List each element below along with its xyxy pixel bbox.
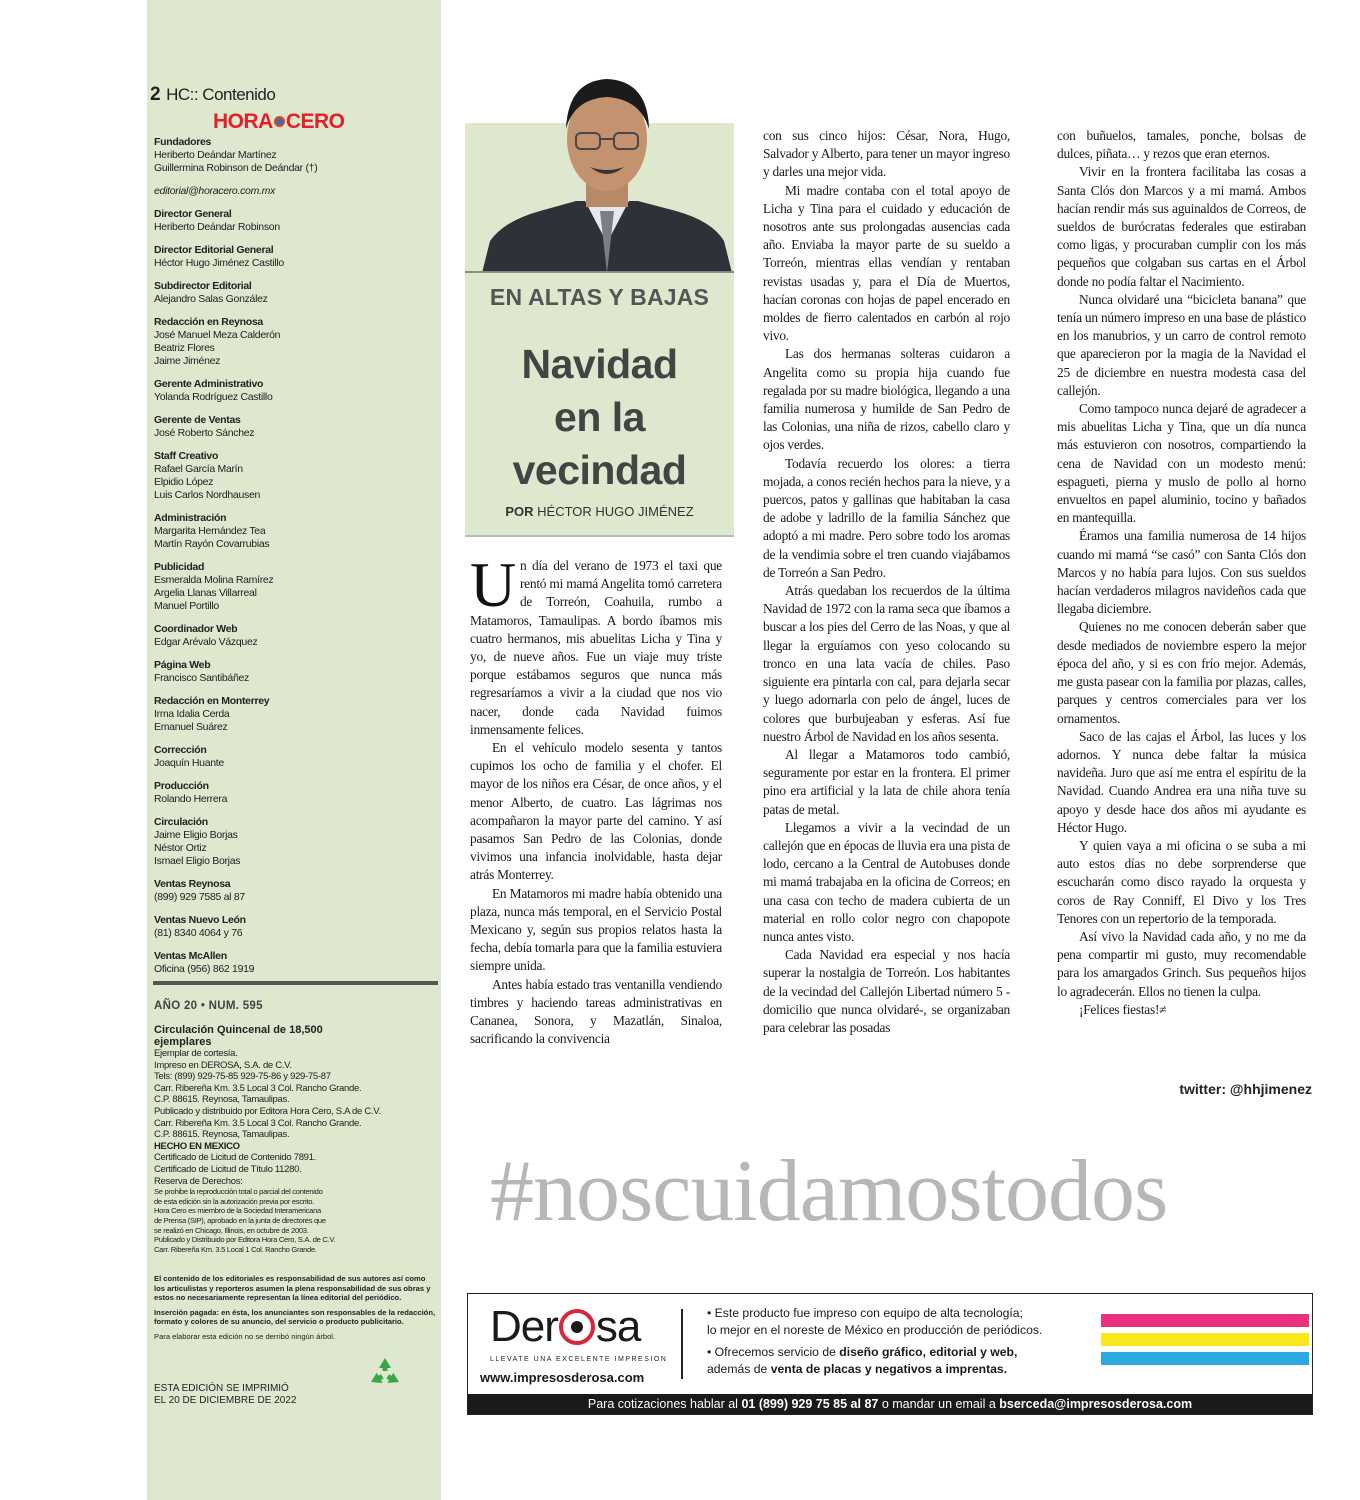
paragraph-text: Mi madre contaba con el total apoyo de Licha y Tina para el cuidado y educación de nosotros ante sus prolongadas ausencias cada año. Enviaba la mayor parte de su sueldo a Torreón, mientras ellas vendían y rentaban revistas usadas y, para el Día de Muertos, hacían coronas con hojas de papel encerado en moldes de fierro calentados en carbón al rojo vivo. — [763, 182, 1010, 344]
staff-group — [154, 744, 436, 770]
ad-bullet-1-line-b: lo mejor en el noreste de México en producción de periódicos. — [707, 1322, 1043, 1337]
staff-role: Fundadores — [154, 136, 212, 148]
print-line: Carr. Ribereña Km. 3.5 Local 3 Col. Rancho Grande. — [154, 1082, 362, 1094]
made-in-mexico: HECHO EN MEXICO — [154, 1140, 240, 1152]
contact-email[interactable]: bserceda@impresosderosa.com — [999, 1397, 1193, 1411]
page-header — [150, 84, 275, 106]
ad-slogan: LLEVATE UNA EXCELENTE IMPRESION — [490, 1356, 668, 1363]
sidebar-divider — [153, 981, 438, 985]
ad-bullet-2-text-b: además de — [707, 1361, 771, 1376]
paragraph-text: En Matamoros mi madre había obtenido una plaza, nunca más temporal, en el Servicio Postal Mexicano y, según sus propios relatos hasta la fecha, debía tomarla para que la familia estuviera siempre unida. — [470, 885, 722, 974]
logo-text-hora: HORA — [213, 110, 273, 133]
paid-insertion-note: Inserción pagada: en ésta, los anunciantes son responsables de la redacción, formato y colores de su anuncio, del servicio o producto publicitario. — [154, 1307, 436, 1327]
paragraph-text: Cada Navidad era especial y nos hacía superar la nostalgia de Torreón. Los habitantes de la vecindad del Callejón Libertad número 5 -domicilio que nunca olvidaré-, se organizaban para celebrar las posadas — [763, 947, 1010, 1035]
staff-group — [154, 512, 436, 551]
color-bars — [1101, 1314, 1309, 1371]
print-date — [154, 1383, 354, 1407]
staff-group — [154, 280, 436, 306]
article-title — [465, 338, 734, 497]
paragraph-text: con sus cinco hijos: César, Nora, Hugo, Salvador y Alberto, para tener un mayor ingreso y darles una mejor vida. — [763, 128, 1010, 180]
staff-role: Ventas McAllen — [154, 950, 227, 962]
article-paragraph — [1057, 400, 1306, 527]
target-icon — [559, 1309, 595, 1345]
cert-line: Certificado de Licitud de Título 11280. — [154, 1163, 302, 1175]
paragraph-text: Nunca olvidaré una “bicicleta banana” que tenía un número impreso en una base de plástico en los manubrios, y un carro de control remoto que aparecieron por la magia de la Navidad el 25 de diciembre en nuestra modesta casa del callejón. — [1057, 291, 1306, 398]
legal-line: Publicado y Distribuido por Editora Hora Cero, S.A. de C.V. — [154, 1235, 336, 1245]
logo-text-b: sa — [595, 1302, 641, 1351]
staff-name: Margarita Hernández Tea — [154, 525, 266, 537]
staff-name: Esmeralda Molina Ramírez — [154, 574, 274, 586]
hashtag-banner: #noscuidamostodos — [490, 1143, 1168, 1240]
staff-name: Ismael Eligio Borjas — [154, 855, 241, 867]
article-paragraph — [470, 739, 722, 885]
staff-group — [154, 780, 436, 806]
article-paragraph — [763, 582, 1010, 746]
editorial-email-link[interactable]: editorial@horacero.com.mx — [154, 185, 276, 197]
author-photo — [480, 73, 734, 273]
magenta-bar — [1101, 1314, 1309, 1327]
staff-group — [154, 695, 436, 734]
ad-bullet-2-bold-a: diseño gráfico, editorial y web, — [839, 1345, 1018, 1359]
article-paragraph — [1057, 1001, 1306, 1019]
article-paragraph — [763, 946, 1010, 1037]
legal-line: de esta edición sin la autorización previa por escrito. — [154, 1196, 314, 1206]
paragraph-text: con buñuelos, tamales, ponche, bolsas de dulces, piñata… y rezos que eran eternos. — [1057, 128, 1306, 162]
staff-name: Argelia Llanas Villarreal — [154, 587, 257, 599]
print-line: Impreso en DEROSA, S.A. de C.V. — [154, 1059, 292, 1071]
staff-name: Heriberto Deándar Martínez — [154, 149, 277, 161]
staff-group — [154, 208, 436, 234]
paragraph-text: Atrás quedaban los recuerdos de la última Navidad de 1972 con la rama seca que íbamos a buscar a los pies del Cerro de las Noas, y que al llegar la erguíamos con yeso colocando su tronco en una lata vacía de chiles. Paso siguiente era pintarla con cal, para dejarla secar y luego adornarla con pelo de ángel, luces de colores que burbujeaban y esferas. Así fue nuestro Árbol de Navidad en los años sesenta. — [763, 583, 1010, 744]
horacero-logo — [213, 110, 345, 134]
staff-name: Guillermina Robinson de Deándar (†) — [154, 162, 318, 174]
print-line: C.P. 88615. Reynosa, Tamaulipas. — [154, 1129, 290, 1141]
section-divider — [465, 271, 734, 273]
article-paragraph — [1057, 127, 1306, 163]
article-column-2 — [763, 127, 1010, 1037]
article-paragraph — [1057, 618, 1306, 727]
title-line: vecindad — [512, 447, 687, 493]
paragraph-text: En el vehículo modelo sesenta y tantos cupimos los ocho de familia y el chofer. El mayor de los niños era César, de once años, y el menor Alberto, de cuatro. Las lágrimas nos acompañaron la mayor parte del camino. Y así pasamos San Pedro de las Colonias, donde vivimos una infancia inolvidable, hasta dejar atrás Monterrey. — [470, 740, 722, 883]
logo-text-a: Der — [490, 1302, 558, 1351]
staff-role: Producción — [154, 780, 209, 792]
staff-role: Ventas Nuevo León — [154, 914, 246, 926]
staff-name: Joaquín Huante — [154, 757, 224, 769]
article-paragraph — [470, 549, 722, 739]
cyan-bar — [1101, 1352, 1309, 1365]
staff-role: Subdirector Editorial — [154, 280, 252, 292]
print-date-line-2: EL 20 DE DICIEMBRE DE 2022 — [154, 1395, 297, 1406]
section-label: HC:: Contenido — [166, 85, 276, 104]
staff-name: Rafael García Marín — [154, 463, 243, 475]
derosa-logo — [490, 1302, 640, 1352]
column-name: EN ALTAS Y BAJAS — [489, 284, 710, 310]
staff-role: Corrección — [154, 744, 207, 756]
yellow-bar — [1101, 1333, 1309, 1346]
recycle-icon — [368, 1356, 402, 1390]
staff-group — [154, 816, 436, 868]
staff-name: Manuel Portillo — [154, 600, 219, 612]
staff-name: Rolando Herrera — [154, 793, 228, 805]
disclaimer — [154, 1274, 436, 1347]
legal-line: de Prensa (SIP), aprobado en la junta de directores que — [154, 1215, 326, 1225]
paragraph-text: Como tampoco nunca dejaré de agradecer a mis abuelitas Licha y Tina, que un día nunca más estuvieron con nosotros, compartiendo la cena de Navidad con un modesto menú: espagueti, pierna y muslo de pollo al horno envueltos en papel aluminio, tocino y bañados en mantequilla. — [1057, 401, 1306, 526]
staff-group — [154, 414, 436, 440]
staff-role: Director Editorial General — [154, 244, 274, 256]
staff-role: Redacción en Monterrey — [154, 695, 270, 707]
title-line: en la — [554, 394, 645, 440]
byline-prefix: POR — [505, 504, 534, 519]
staff-group — [154, 378, 436, 404]
staff-name: (81) 8340 4064 y 76 — [154, 927, 243, 939]
legal-line: Carr. Ribereña Km. 3.5 Local 1 Col. Rancho Grande. — [154, 1244, 317, 1254]
ad-bullet-2-bold-b: venta de placas y negativos a imprentas. — [770, 1361, 1008, 1376]
paragraph-text: n día del verano de 1973 el taxi que rentó mi mamá Angelita tomó carretera de Torreón, Coahuila, rumbo a Matamoros, Tamaulipas. A bordo íbamos mis cuatro hermanos, mis abuelitas Licha y Tina y yo, de nueve años. Fue un viaje muy triste porque estábamos seguros que nunca más regresaríamos a vivir a la ciudad que nos vio nacer, donde cada Navidad fuimos inmensamente felices. — [470, 558, 722, 737]
drop-cap: U — [470, 549, 516, 620]
editorial-disclaimer: El contenido de los editoriales es responsabilidad de sus autores así como los articulistas y reporteros asumen la plena responsabilidad de sus obras y estos no necesariamente representan la línea editorial del periódico. — [154, 1274, 431, 1303]
contact-text-a: Para cotizaciones hablar al — [587, 1397, 742, 1411]
paragraph-text: Llegamos a vivir a la vecindad de un callejón que en épocas de lluvia era una pista de lodo, cercano a la Central de Autobuses donde mi mamá trabajaba en la oficina de Correos; en una casa con techo de madera cubierta de un material en rollo color negro con chapopote nunca antes visto. — [763, 819, 1010, 944]
article-paragraph — [470, 976, 722, 1049]
panel-bottom-rule — [465, 535, 734, 537]
issue-number: AÑO 20 • NUM. 595 — [154, 1000, 263, 1012]
article-paragraph — [1057, 527, 1306, 618]
ad-copy — [707, 1305, 1087, 1383]
staff-group — [154, 623, 436, 649]
print-line: Carr. Ribereña Km. 3.5 Local 3 Col. Rancho Grande. — [154, 1117, 362, 1129]
print-line: Tels: (899) 929-75-85 929-75-86 y 929-75-87 — [154, 1071, 331, 1083]
staff-role: Director General — [154, 208, 232, 220]
staff-group — [154, 136, 436, 175]
ad-bullet-2-text-a: • Ofrecemos servicio de — [707, 1345, 840, 1359]
staff-group — [154, 450, 436, 502]
staff-name: Emanuel Suárez — [154, 721, 228, 733]
circulation-note: Circulación Quincenal de 18,500 ejemplares — [154, 1024, 323, 1048]
staff-name: Francisco Santibáñez — [154, 672, 249, 684]
staff-name: Yolanda Rodríguez Castillo — [154, 391, 273, 403]
logo-text-cero: CERO — [285, 110, 345, 133]
ad-contact-bar — [468, 1394, 1312, 1414]
tree-note: Para elaborar esta edición no se derribó ningún árbol. — [154, 1331, 336, 1341]
article-column-1 — [470, 549, 722, 1048]
staff-group — [154, 950, 436, 976]
article-paragraph — [763, 182, 1010, 346]
print-date-line-1: ESTA EDICIÓN SE IMPRIMIÓ — [154, 1383, 289, 1394]
article-paragraph — [763, 345, 1010, 454]
staff-role: Administración — [154, 512, 227, 524]
byline — [465, 504, 734, 519]
staff-role: Gerente Administrativo — [154, 378, 264, 390]
article-paragraph — [1057, 728, 1306, 837]
staff-name: Luis Carlos Nordhausen — [154, 489, 261, 501]
staff-role: Ventas Reynosa — [154, 878, 231, 890]
masthead-sidebar — [147, 0, 441, 1500]
print-line: C.P. 88615. Reynosa, Tamaulipas. — [154, 1094, 290, 1106]
paragraph-text: Así vivo la Navidad cada año, y no me da pena compartir mi gusto, muy recomendable para los amargados Grinch. Sus pequeños hijos lo agradecerán. Ellos no tienen la culpa. — [1057, 928, 1306, 999]
author-name: HÉCTOR HUGO JIMÉNEZ — [537, 504, 694, 519]
staff-name: Beatriz Flores — [154, 342, 215, 354]
staff-list — [154, 136, 436, 986]
staff-group — [154, 316, 436, 368]
article-paragraph — [763, 127, 1010, 182]
ad-website-link[interactable]: www.impresosderosa.com — [480, 1370, 645, 1385]
staff-name: Irma Idalia Cerda — [154, 708, 230, 720]
ad-bullet-2 — [707, 1344, 1087, 1377]
paragraph-text: Y quien vaya a mi oficina o se suba a mi auto estos días no debe sorprenderse que escucharán como disco rayado la orquesta y coros de Ray Conniff, El Divo y los Tres Tenores con un repertorio de la temporada. — [1057, 837, 1306, 926]
staff-group — [154, 244, 436, 270]
contact-text-b: o mandar un email a — [878, 1397, 1000, 1411]
staff-name: (899) 929 7585 al 87 — [154, 891, 245, 903]
paragraph-text: ¡Felices fiestas!≠ — [1079, 1001, 1167, 1017]
article-paragraph — [1057, 291, 1306, 400]
paragraph-text: Éramos una familia numerosa de 14 hijos cuando mi mamá “se casó” con Santa Clós don Marcos y no había para lujos. Con sus sueldos hacían verdaderos milagros navideños cada que llegaba diciembre. — [1057, 528, 1306, 617]
article-paragraph — [763, 455, 1010, 582]
derosa-ad — [467, 1293, 1313, 1415]
staff-name: José Roberto Sánchez — [154, 427, 255, 439]
staff-name: José Manuel Meza Calderón — [154, 329, 281, 341]
print-line: Ejemplar de cortesía. — [154, 1048, 238, 1059]
staff-group — [154, 878, 436, 904]
page-number: 2 — [150, 84, 161, 105]
staff-name: Alejandro Salas González — [154, 293, 268, 305]
staff-name: Oficina (956) 862 1919 — [154, 963, 255, 975]
staff-group — [154, 914, 436, 940]
print-line: Publicado y distribuido por Editora Hora Cero, S.A de C.V. — [154, 1105, 381, 1117]
staff-role: Publicidad — [154, 561, 205, 573]
paragraph-text: Antes había estado tras ventanilla vendiendo timbres y haciendo tareas administrativas en Cananea, Sonora, y Mazatlán, Sinaloa, sacrificando la convivencia — [470, 976, 722, 1047]
article-paragraph — [470, 885, 722, 976]
contact-phone[interactable]: 01 (899) 929 75 85 al 87 — [741, 1397, 879, 1411]
legal-line: Se prohibe la reproducción total o parcial del contenido — [154, 1187, 323, 1197]
ad-bullet-1-line-a: • Este producto fue impreso con equipo de alta tecnología; — [707, 1306, 1023, 1320]
staff-role: Página Web — [154, 659, 211, 671]
twitter-handle[interactable]: twitter: @hhjimenez — [1179, 1081, 1312, 1097]
staff-role: Redacción en Reynosa — [154, 316, 263, 328]
staff-name: Néstor Ortiz — [154, 842, 207, 854]
staff-role: Gerente de Ventas — [154, 414, 241, 426]
staff-name: Jaime Jiménez — [154, 355, 221, 367]
paragraph-text: Las dos hermanas solteras cuidaron a Angelita como su propia hija cuando fue regalada por su madre biológica, llegando a una familia numerosa y humilde de San Pedro de las Colonias, una niña de rizos, cabello claro y ojos verdes. — [763, 346, 1010, 453]
staff-group — [154, 561, 436, 613]
cert-line: Reserva de Derechos: — [154, 1175, 243, 1187]
staff-group — [154, 659, 436, 685]
staff-name: Jaime Eligio Borjas — [154, 829, 238, 841]
staff-role: Circulación — [154, 816, 208, 828]
globe-icon — [274, 116, 285, 127]
paragraph-text: Vivir en la frontera facilitaba las cosas a Santa Clós don Marcos y a mi mamá. Ambos hacían rendir más sus aguinaldos de Correos, de sueldos de burócratas federales que estiraban como ligas, y procuraban cumplir con los más pequeños que colgaban sus cartas en el Árbol donde no podía faltar el Nacimiento. — [1057, 164, 1306, 289]
article-paragraph — [763, 819, 1010, 946]
cert-line: Certificado de Licitud de Contenido 7891. — [154, 1152, 316, 1164]
legal-line: se realizó en Chicago, Illinois, en octubre de 2003. — [154, 1225, 309, 1235]
paragraph-text: Saco de las cajas el Árbol, las luces y los adornos. Y nunca debe faltar la música navideña. Juro que así me entra el espíritu de la Navidad. Cuando Andrea era una niña tuve su apoyo y desde hace dos años mi ayudante es Héctor Hugo. — [1057, 728, 1306, 835]
staff-name: Edgar Arévalo Vázquez — [154, 636, 258, 648]
ad-bullet-1 — [707, 1305, 1087, 1338]
title-line: Navidad — [521, 341, 678, 387]
staff-role: Staff Creativo — [154, 450, 219, 462]
paragraph-text: Todavía recuerdo los olores: a tierra mojada, a conos recién hechos para la nieve, y a puercos, patos y gallinas que habitaban la casa de adobe y ladrillo de la familia Sánchez que adoptó a mi madre. Pero sobre todo los aromas de la vendimia sobre el tren cuando viajábamos de Torreón a San Pedro. — [763, 455, 1010, 580]
staff-name: Heriberto Deándar Robinson — [154, 221, 280, 233]
article-paragraph — [1057, 837, 1306, 928]
paragraph-text: Al llegar a Matamoros todo cambió, seguramente por estar en la frontera. El primer pino era artificial y la lata de chile ahora tenía patas de metal. — [763, 746, 1010, 817]
staff-name: Héctor Hugo Jiménez Castillo — [154, 257, 284, 269]
article-paragraph — [1057, 163, 1306, 290]
article-paragraph — [763, 746, 1010, 819]
ad-divider — [681, 1309, 683, 1379]
paragraph-text: Quienes no me conocen deberán saber que desde mediados de noviembre espero la mejor época del año, y si es con frío mejor. Además, me gusta pasear con la familia por plazas, calles, parques y centros comerciales para ver los ornamentos. — [1057, 619, 1306, 726]
print-info — [154, 1048, 434, 1254]
staff-role: Coordinador Web — [154, 623, 238, 635]
staff-name: Martín Rayón Covarrubias — [154, 538, 270, 550]
article-column-3 — [1057, 127, 1306, 1019]
staff-name: Elpidio López — [154, 476, 214, 488]
legal-line: Hora Cero es miembro de la Sociedad Interamericana — [154, 1206, 321, 1216]
article-paragraph — [1057, 928, 1306, 1001]
